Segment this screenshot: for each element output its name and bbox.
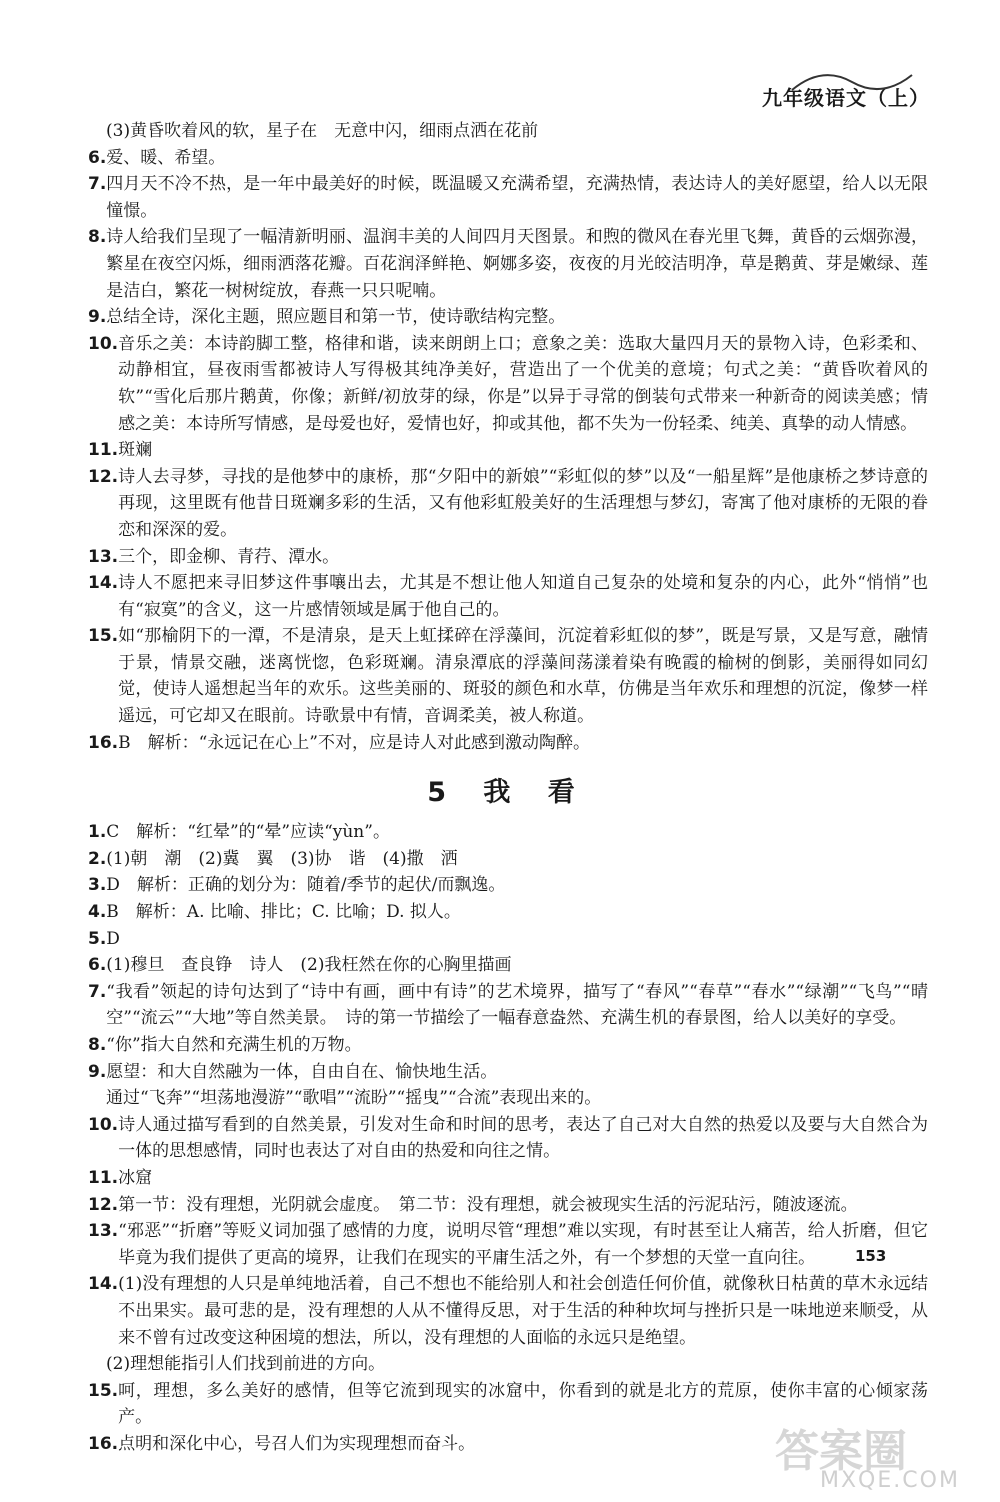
answer-item (88, 145, 928, 172)
answer-number: 4. (88, 902, 107, 923)
answer-number: 3. (88, 875, 107, 896)
watermark-url: MXQE.COM (820, 1468, 960, 1493)
answer-item (88, 846, 928, 873)
answer-number: 9. (88, 307, 107, 328)
answer-text: 冰窟 (118, 1167, 153, 1188)
answer-text: 点明和深化中心，号召人们为实现理想而奋斗。 (118, 1433, 476, 1454)
answer-item (88, 224, 928, 304)
header-title: 九年级语文（上） (762, 86, 930, 110)
section-title: 5 我 看 (427, 777, 589, 809)
answer-text: D (106, 928, 120, 949)
answer-number: 8. (88, 227, 107, 248)
answer-page (88, 118, 928, 1458)
answer-item (88, 1112, 928, 1165)
answer-number: 15. (88, 1380, 119, 1401)
answer-item (88, 464, 928, 544)
answer-text: 呵，理想，多么美好的感情，但等它流到现实的冰窟中，你看到的就是北方的荒原，使你丰富的心倾家荡产。 (118, 1380, 928, 1428)
answer-number: 9. (88, 1061, 107, 1082)
page-number: 153 (855, 1247, 887, 1265)
answer-number: 1. (88, 822, 107, 843)
answer-number: 6. (88, 147, 107, 168)
answer-number: 14. (88, 1274, 119, 1295)
answer-text: 总结全诗，深化主题，照应题目和第一节，使诗歌结构完整。 (106, 307, 566, 328)
answer-text: 四月天不冷不热，是一年中最美好的时候，既温暖又充满希望，充满热情，表达诗人的美好愿望，给人以无限憧憬。 (106, 174, 928, 221)
answer-item (88, 1218, 928, 1271)
answer-text: 斑斓 (118, 440, 153, 461)
answer-text: 通过“飞奔”“坦荡地漫游”“歌唱”“流盼”“摇曳”“合流”表现出来的。 (106, 1088, 602, 1109)
answer-number: 10. (88, 1114, 119, 1135)
answer-item (88, 1032, 928, 1059)
answer-item (88, 730, 928, 757)
answer-item (88, 331, 928, 437)
answer-item (88, 872, 928, 899)
answer-text: B 解析：A. 比喻、排比；C. 比喻；D. 拟人。 (106, 902, 461, 923)
answer-item (88, 1165, 928, 1192)
section-answers-1 (88, 118, 928, 756)
watermark-logo: 答案圈 (775, 1426, 907, 1477)
answer-item (88, 118, 928, 145)
answer-item (88, 623, 928, 729)
answer-number: 10. (88, 333, 119, 354)
answer-text: 第一节：没有理想，光阴就会虚度。 第二节：没有理想，就会被现实生活的污泥玷污，随波逐流。 (118, 1194, 858, 1215)
answer-text: (1)穆旦 查良铮 诗人 (2)我枉然在你的心胸里描画 (106, 955, 512, 976)
answer-text: 诗人给我们呈现了一幅清新明丽、温润丰美的人间四月天图景。和煦的微风在春光里飞舞，黄昏的云烟弥漫，繁星在夜空闪烁，细雨洒落花瓣。百花润泽鲜艳、婀娜多姿，夜夜的月光皎洁明净，草是鹅黄、芽是嫩绿、莲是洁白，繁花一树树绽放，春燕一只只呢喃。 (106, 227, 928, 301)
answer-number: 12. (88, 466, 119, 487)
answer-text: 爱、暖、希望。 (106, 147, 226, 168)
answer-text: 诗人通过描写看到的自然美景，引发对生命和时间的思考，表达了自己对大自然的热爱以及要与大自然合为一体的思想感情，同时也表达了对自由的热爱和向往之情。 (118, 1114, 928, 1162)
answer-number: 2. (88, 848, 107, 869)
answer-text: 三个，即金柳、青荇、潭水。 (118, 546, 340, 567)
section-answers-2 (88, 819, 928, 1457)
answer-text: 诗人不愿把来寻旧梦这件事嚷出去，尤其是不想让他人知道自己复杂的处境和复杂的内心，此外“悄悄”也有“寂寞”的含义，这一片感情领域是属于他自己的。 (118, 573, 928, 620)
answer-text: (3)黄昏吹着风的软，星子在 无意中闪，细雨点洒在花前 (106, 121, 539, 141)
answer-number: 13. (88, 1221, 119, 1242)
answer-text: (1)朝 潮 (2)冀 翼 (3)协 谐 (4)撒 洒 (106, 848, 458, 869)
page-header (762, 82, 930, 111)
answer-text: D 解析：正确的划分为：随着/季节的起伏/而飘逸。 (106, 875, 506, 896)
answer-text: (2)理想能指引人们找到前进的方向。 (106, 1354, 386, 1375)
answer-number: 16. (88, 1433, 119, 1454)
answer-item (88, 544, 928, 571)
answer-item (88, 570, 928, 623)
answer-number: 11. (88, 1167, 119, 1188)
answer-text: 诗人去寻梦，寻找的是他梦中的康桥，那“夕阳中的新娘”“彩虹似的梦”以及“一船星辉”是他康桥之梦诗意的再现，这里既有他昔日斑斓多彩的生活，又有他彩虹般美好的生活理想与梦幻，寄寓了他对康桥的无限的眷恋和深深的爱。 (118, 466, 928, 540)
answer-text: “邪恶”“折磨”等贬义词加强了感情的力度，说明尽管“理想”难以实现，有时甚至让人痛苦，给人折磨，但它毕竟为我们提供了更高的境界，让我们在现实的平庸生活之外，有一个梦想的天堂一直向往。 (118, 1221, 928, 1268)
answer-text: (1)没有理想的人只是单纯地活着，自己不想也不能给别人和社会创造任何价值，就像秋日枯黄的草木永远结不出果实。最可悲的是，没有理想的人从不懂得反思，对于生活的种种坎坷与挫折只是一味地逆来顺受，从来不曾有过改变这种困境的想法，所以，没有理想的人面临的永远只是绝望。 (118, 1274, 928, 1348)
answer-item (88, 952, 928, 979)
answer-item (88, 1351, 928, 1378)
answer-item (88, 437, 928, 464)
answer-item (88, 304, 928, 331)
answer-text: “你”指大自然和充满生机的万物。 (106, 1035, 362, 1055)
answer-number: 5. (88, 928, 107, 949)
answer-text: 愿望：和大自然融为一体，自由自在、愉快地生活。 (106, 1061, 498, 1082)
answer-item (88, 1085, 928, 1112)
answer-text: C 解析：“红晕”的“晕”应读“yùn”。 (106, 822, 390, 843)
answer-item (88, 819, 928, 846)
answer-number: 6. (88, 955, 107, 976)
answer-item (88, 1271, 928, 1351)
answer-text: “我看”领起的诗句达到了“诗中有画，画中有诗”的艺术境界，描写了“春风”“春草”“春水”“绿潮”“飞鸟”“晴空”“流云”“大地”等自然美景。 诗的第一节描绘了一幅春意盎然、充满生机的春景图，给人以美好的享受。 (106, 981, 928, 1029)
answer-number: 11. (88, 440, 119, 461)
answer-item (88, 899, 928, 926)
answer-number: 8. (88, 1035, 107, 1055)
answer-item (88, 1059, 928, 1086)
answer-text: 如“那榆阴下的一潭，不是清泉，是天上虹揉碎在浮藻间，沉淀着彩虹似的梦”，既是写景，又是写意，融情于景，情景交融，迷离恍惚，色彩斑斓。清泉潭底的浮藻间荡漾着染有晚霞的榆树的倒影，美丽得如同幻觉，使诗人遥想起当年的欢乐。这些美丽的、斑驳的颜色和水草，仿佛是当年欢乐和理想的沉淀，像梦一样遥远，可它却又在眼前。诗歌景中有情，音调柔美，被人称道。 (118, 626, 928, 727)
answer-item (88, 979, 928, 1032)
answer-item (88, 1192, 928, 1219)
answer-text: 音乐之美：本诗韵脚工整，格律和谐，读来朗朗上口；意象之美：选取大量四月天的景物入诗，色彩柔和、动静相宜，昼夜雨雪都被诗人写得极其纯净美好，营造出了一个优美的意境；句式之美：“黄昏吹着风的软”“雪化后那片鹅黄，你像；新鲜/初放芽的绿，你是”以异于寻常的倒装句式带来一种新奇的阅读美感；情感之美：本诗所写情感，是母爱也好，爱情也好，抑或其他，都不失为一份轻柔、纯美、真挚的动人情感。 (118, 333, 928, 434)
answer-item (88, 171, 928, 224)
answer-number: 14. (88, 573, 119, 594)
answer-text: B 解析：“永远记在心上”不对，应是诗人对此感到激动陶醉。 (118, 732, 590, 753)
answer-item (88, 926, 928, 953)
answer-number: 7. (88, 174, 107, 195)
answer-number: 12. (88, 1194, 119, 1215)
answer-number: 15. (88, 626, 119, 647)
answer-number: 7. (88, 981, 107, 1002)
answer-number: 16. (88, 732, 119, 753)
answer-number: 13. (88, 546, 119, 567)
